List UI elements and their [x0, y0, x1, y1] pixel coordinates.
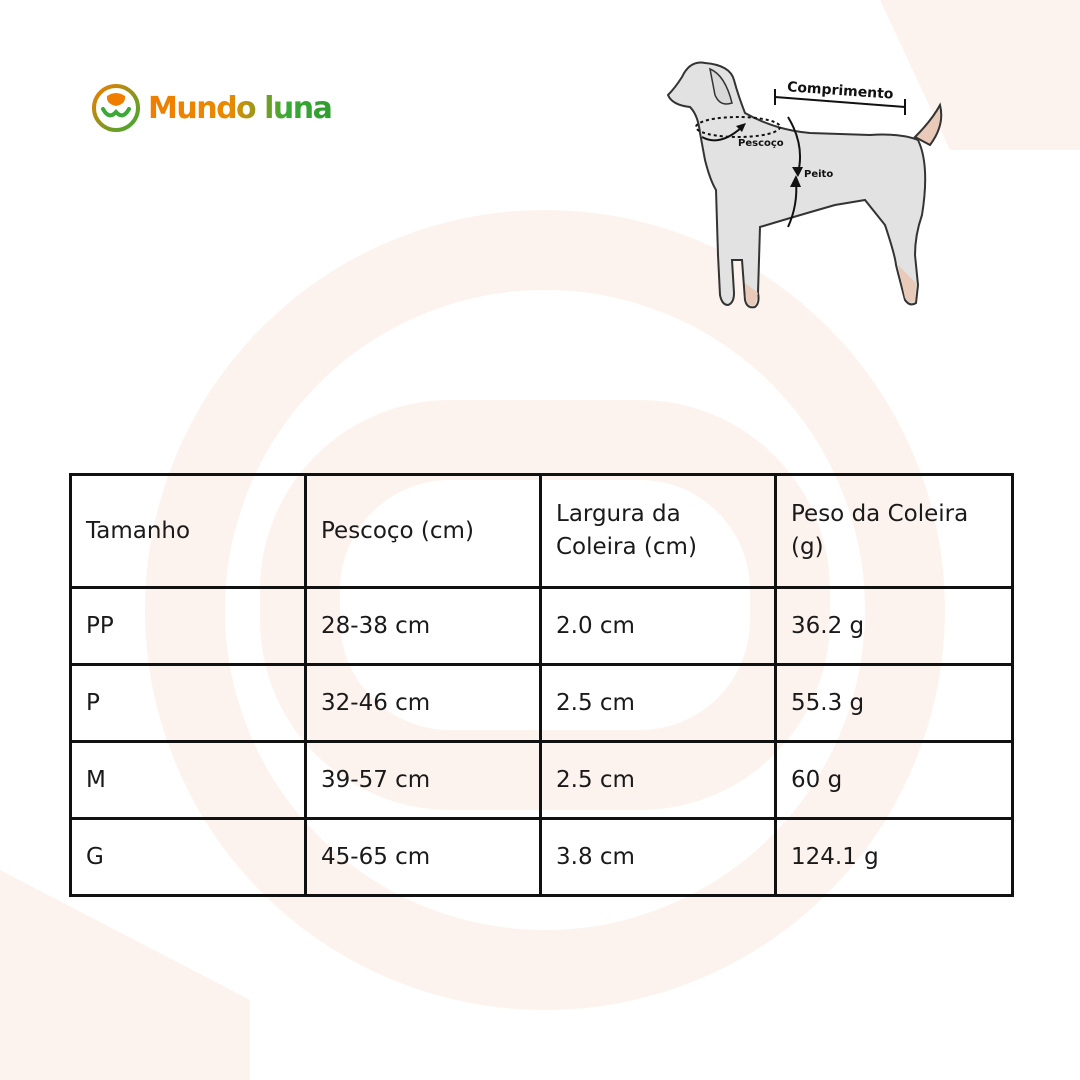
header-pescoco: Pescoço (cm): [306, 475, 541, 588]
comprimento-label: Comprimento: [786, 79, 894, 103]
dog-tail: [915, 105, 941, 145]
cell-neck: 45-65 cm: [306, 819, 541, 896]
cell-weight: 36.2 g: [776, 588, 1013, 665]
header-tamanho: Tamanho: [71, 475, 306, 588]
cell-size: G: [71, 819, 306, 896]
header-largura: Largura da Coleira (cm): [541, 475, 776, 588]
pescoco-label: Pescoço: [738, 138, 784, 149]
cell-weight: 55.3 g: [776, 665, 1013, 742]
brand-name: Mundo luna: [148, 90, 332, 126]
peito-label: Peito: [804, 169, 834, 180]
table-row: [71, 742, 1013, 819]
cell-neck: 39-57 cm: [306, 742, 541, 819]
cell-neck: 32-46 cm: [306, 665, 541, 742]
table-row: [71, 588, 1013, 665]
cell-width: 2.5 cm: [541, 742, 776, 819]
cell-size: P: [71, 665, 306, 742]
cell-neck: 28-38 cm: [306, 588, 541, 665]
brand-logo: [90, 82, 331, 134]
cell-weight: 60 g: [776, 742, 1013, 819]
header-peso: Peso da Coleira (g): [776, 475, 1013, 588]
dog-measurement-diagram: [660, 55, 960, 320]
table-row: [71, 665, 1013, 742]
cell-width: 3.8 cm: [541, 819, 776, 896]
table-row: [71, 819, 1013, 896]
cell-weight: 124.1 g: [776, 819, 1013, 896]
size-table: [69, 473, 1014, 897]
cell-width: 2.0 cm: [541, 588, 776, 665]
cell-size: PP: [71, 588, 306, 665]
cell-size: M: [71, 742, 306, 819]
cell-width: 2.5 cm: [541, 665, 776, 742]
paw-smile-logo-icon: [90, 82, 142, 134]
table-header-row: [71, 475, 1013, 588]
